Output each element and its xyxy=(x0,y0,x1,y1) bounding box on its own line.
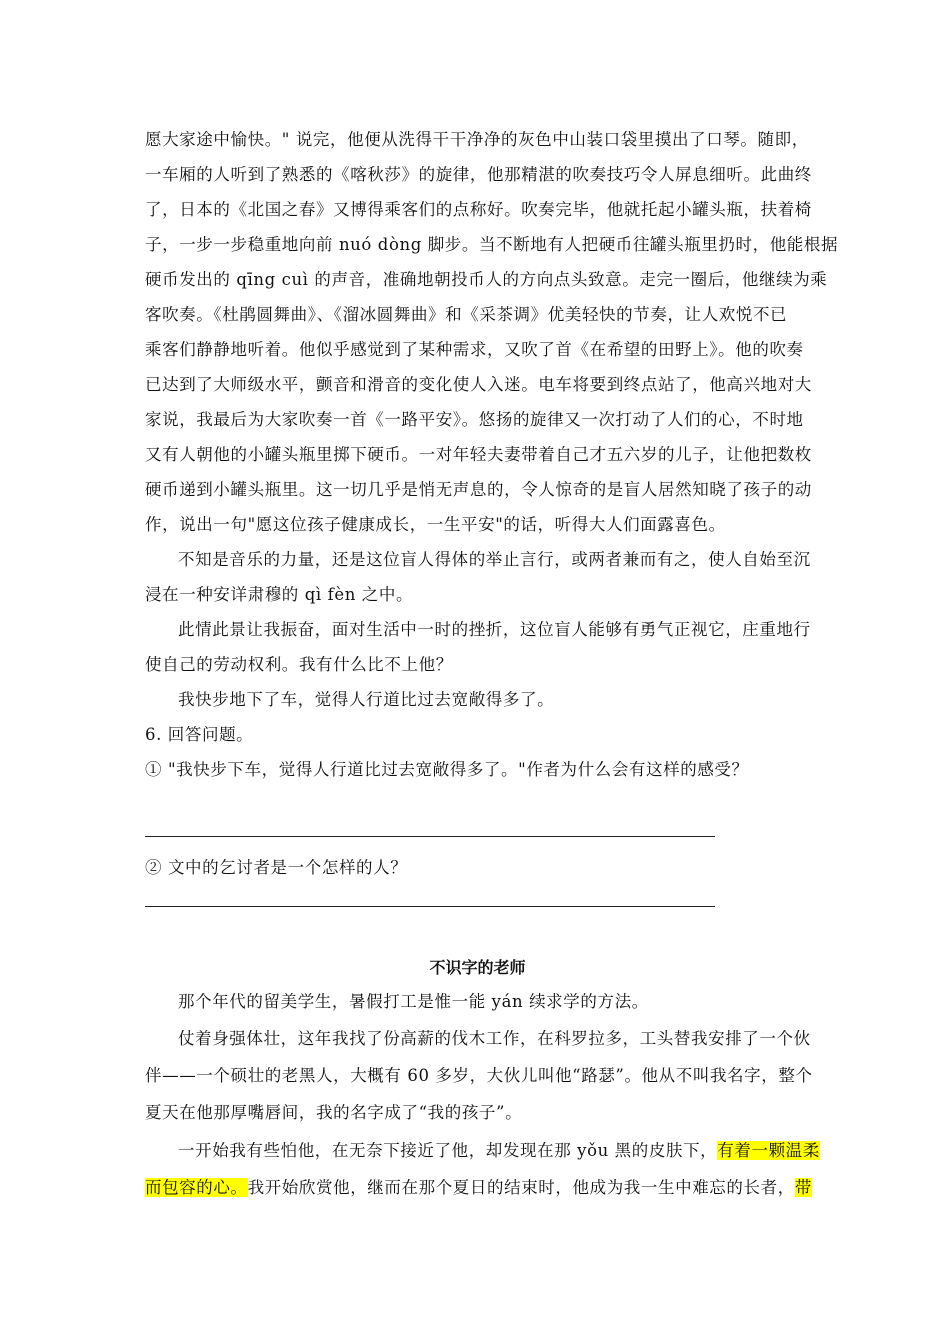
passage1-line: 浸在一种安详肃穆的 qì fèn 之中。 xyxy=(145,585,414,604)
passage2-line: 那个年代的留美学生，暑假打工是惟一能 yán 续求学的方法。 xyxy=(178,992,649,1011)
passage1-line: 家说，我最后为大家吹奏一首《一路平安》。悠扬的旋律又一次打动了人们的心，不时地 xyxy=(145,410,804,429)
passage1-line: 已达到了大师级水平，颤音和滑音的变化使人入迷。电车将要到终点站了，他高兴地对大 xyxy=(145,375,812,394)
passage1-line: 使自己的劳动权利。我有什么比不上他？ xyxy=(145,655,453,674)
passage2-line: 仗着身强体壮，这年我找了份高薪的伐木工作，在科罗拉多，工头替我安排了一个伙 xyxy=(178,1029,811,1048)
answer-line-2[interactable] xyxy=(145,906,715,907)
question-heading: 6. 回答问题。 xyxy=(145,725,254,744)
passage1-line: 我快步地下了车，觉得人行道比过去宽敞得多了。 xyxy=(178,690,555,709)
passage1-line: 了，日本的《北国之春》又博得乘客们的点称好。吹奏完毕，他就托起小罐头瓶，扶着椅 xyxy=(145,200,812,219)
passage1-line: 硬币递到小罐头瓶里。这一切几乎是悄无声息的，令人惊奇的是盲人居然知晓了孩子的动 xyxy=(145,480,812,499)
passage2-line: 夏天在他那厚嘴唇间，我的名字成了“我的孩子”。 xyxy=(145,1103,523,1122)
highlighted-text: 带 xyxy=(794,1178,812,1197)
highlighted-text: 而包容的心。 xyxy=(145,1178,248,1197)
passage1-line: 客吹奏。《杜鹃圆舞曲》、《溜冰圆舞曲》和《采茶调》优美轻快的节奏，让人欢悦不已 xyxy=(145,305,788,324)
passage1-line: 此情此景让我振奋，面对生活中一时的挫折，这位盲人能够有勇气正视它，庄重地行 xyxy=(178,620,811,639)
passage1-line: 又有人朝他的小罐头瓶里掷下硬币。一对年轻夫妻带着自己才五六岁的儿子，让他把数枚 xyxy=(145,445,812,464)
passage1-line: 一车厢的人听到了熟悉的《喀秋莎》的旋律，他那精湛的吹奏技巧令人屏息细听。此曲终 xyxy=(145,165,812,184)
passage2-text: 一开始我有些怕他，在无奈下接近了他，却发现在那 yǒu 黑的皮肤下， xyxy=(178,1141,718,1160)
passage1-line: 作，说出一句"愿这位孩子健康成长，一生平安"的话，听得大人们面露喜色。 xyxy=(145,515,726,534)
passage1-line: 愿大家途中愉快。" 说完，他便从洗得干干净净的灰色中山装口袋里摸出了口琴。随即， xyxy=(145,130,809,149)
passage2-title: 不识字的老师 xyxy=(429,958,526,977)
answer-line-1[interactable] xyxy=(145,836,715,837)
question-2: ② 文中的乞讨者是一个怎样的人？ xyxy=(145,858,408,877)
passage1-line: 子，一步一步稳重地向前 nuó dòng 脚步。当不断地有人把硬币往罐头瓶里扔时，他能根据 xyxy=(145,235,839,254)
question-1: ① "我快步下车，觉得人行道比过去宽敞得多了。"作者为什么会有这样的感受？ xyxy=(145,760,749,779)
passage1-line: 硬币发出的 qīng cuì 的声音，准确地朝投币人的方向点头致意。走完一圈后，他继续为乘 xyxy=(145,270,828,289)
passage1-line: 不知是音乐的力量，还是这位盲人得体的举止言行，或两者兼而有之，使人自始至沉 xyxy=(178,550,811,569)
passage2-line-highlighted xyxy=(145,1176,812,1200)
passage1-line: 乘客们静静地听着。他似乎感觉到了某种需求，又吹了首《在希望的田野上》。他的吹奏 xyxy=(145,340,804,359)
highlighted-text: 有着一颗温柔 xyxy=(717,1141,820,1160)
passage2-line: 伴——一个硕壮的老黑人，大概有 60 多岁，大伙儿叫他“路瑟”。他从不叫我名字，整个 xyxy=(145,1066,813,1085)
passage2-line-highlighted xyxy=(145,1139,820,1163)
passage2-text: 我开始欣赏他，继而在那个夏日的结束时，他成为我一生中难忘的长者， xyxy=(247,1178,795,1197)
